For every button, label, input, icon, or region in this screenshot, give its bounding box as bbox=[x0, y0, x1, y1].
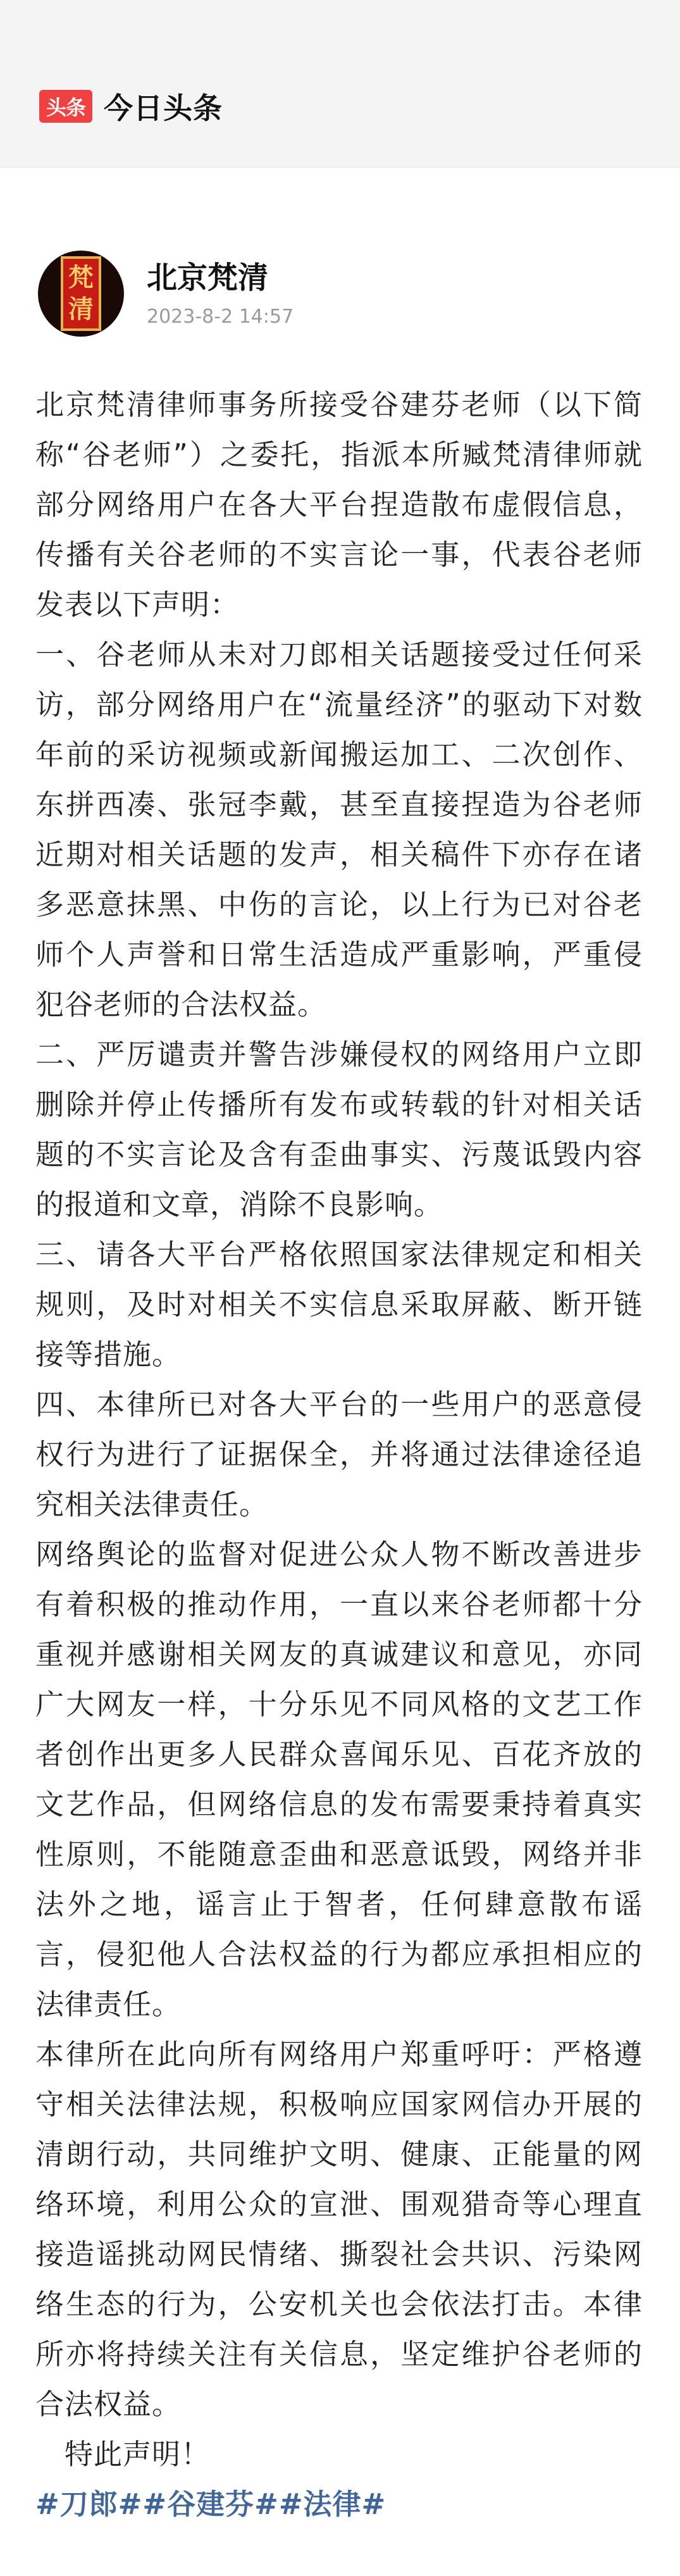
author-block bbox=[38, 251, 294, 337]
avatar-char-2: 清 bbox=[68, 294, 94, 324]
app-brand[interactable] bbox=[39, 87, 223, 125]
app-name: 今日头条 bbox=[104, 91, 223, 125]
article-paragraph-5: 网络舆论的监督对促进公众人物不断改善进步有着积极的推动作用，一直以来谷老师都十分重视并感谢相关网友的真诚建议和意见，亦同广大网友一样，十分乐见不同风格的文艺工作者创作出更多人民群众喜闻乐见、百花齐放的文艺作品，但网络信息的发布需要秉持着真实性原则，不能随意歪曲和恶意诋毁，网络并非法外之地，谣言止于智者，任何肆意散布谣言，侵犯他人合法权益的行为都应承担相应的法律责任。 bbox=[35, 1538, 643, 2021]
article-paragraph-intro: 北京梵清律师事务所接受谷建芬老师（以下简称“谷老师”）之委托，指派本所臧梵清律师就部分网络用户在各大平台捏造散布虚假信息，传播有关谷老师的不实言论一事，代表谷老师发表以下声明： bbox=[35, 388, 643, 621]
top-bar bbox=[0, 0, 680, 168]
article-tags[interactable]: #刀郎##谷建芬##法律# bbox=[35, 2487, 386, 2521]
article-paragraph-2: 二、严厉谴责并警告涉嫌侵权的网络用户立即删除并停止传播所有发布或转载的针对相关话题的不实言论及含有歪曲事实、污蔑诋毁内容的报道和文章，消除不良影响。 bbox=[35, 1038, 643, 1221]
publish-time: 2023-8-2 14:57 bbox=[147, 306, 294, 328]
author-name[interactable]: 北京梵清 bbox=[147, 260, 269, 296]
article-paragraph-3: 三、请各大平台严格依照国家法律规定和相关规则，及时对相关不实信息采取屏蔽、断开链接等措施。 bbox=[35, 1238, 643, 1371]
article-closing: 特此声明！ bbox=[65, 2437, 211, 2471]
article-paragraph-4: 四、本律所已对各大平台的一些用户的恶意侵权行为进行了证据保全，并将通过法律途径追究相关法律责任。 bbox=[35, 1388, 643, 1521]
article-paragraph-1: 一、谷老师从未对刀郎相关话题接受过任何采访，部分网络用户在“流量经济”的驱动下对数年前的采访视频或新闻搬运加工、二次创作、东拼西凑、张冠李戴，甚至直接捏造为谷老师近期对相关话题的发声，相关稿件下亦存在诸多恶意抹黑、中伤的言论，以上行为已对谷老师个人声誉和日常生活造成严重影响，严重侵犯谷老师的合法权益。 bbox=[35, 638, 643, 1021]
article-body bbox=[35, 380, 643, 2529]
author-meta bbox=[147, 259, 294, 328]
article-paragraph-6: 本律所在此向所有网络用户郑重呼吁：严格遵守相关法律法规，积极响应国家网信办开展的清朗行动，共同维护文明、健康、正能量的网络环境，利用公众的宣泄、围观猎奇等心理直接造谣挑动网民情绪、撕裂社会共识、污染网络生态的行为，公安机关也会依法打击。本律所亦将持续关注有关信息，坚定维护谷老师的合法权益。 bbox=[35, 2038, 643, 2421]
avatar-char-1: 梵 bbox=[68, 263, 94, 292]
toutiao-logo-icon: 头条 bbox=[39, 90, 92, 123]
avatar-seal-icon bbox=[61, 256, 101, 331]
avatar[interactable] bbox=[38, 251, 124, 337]
